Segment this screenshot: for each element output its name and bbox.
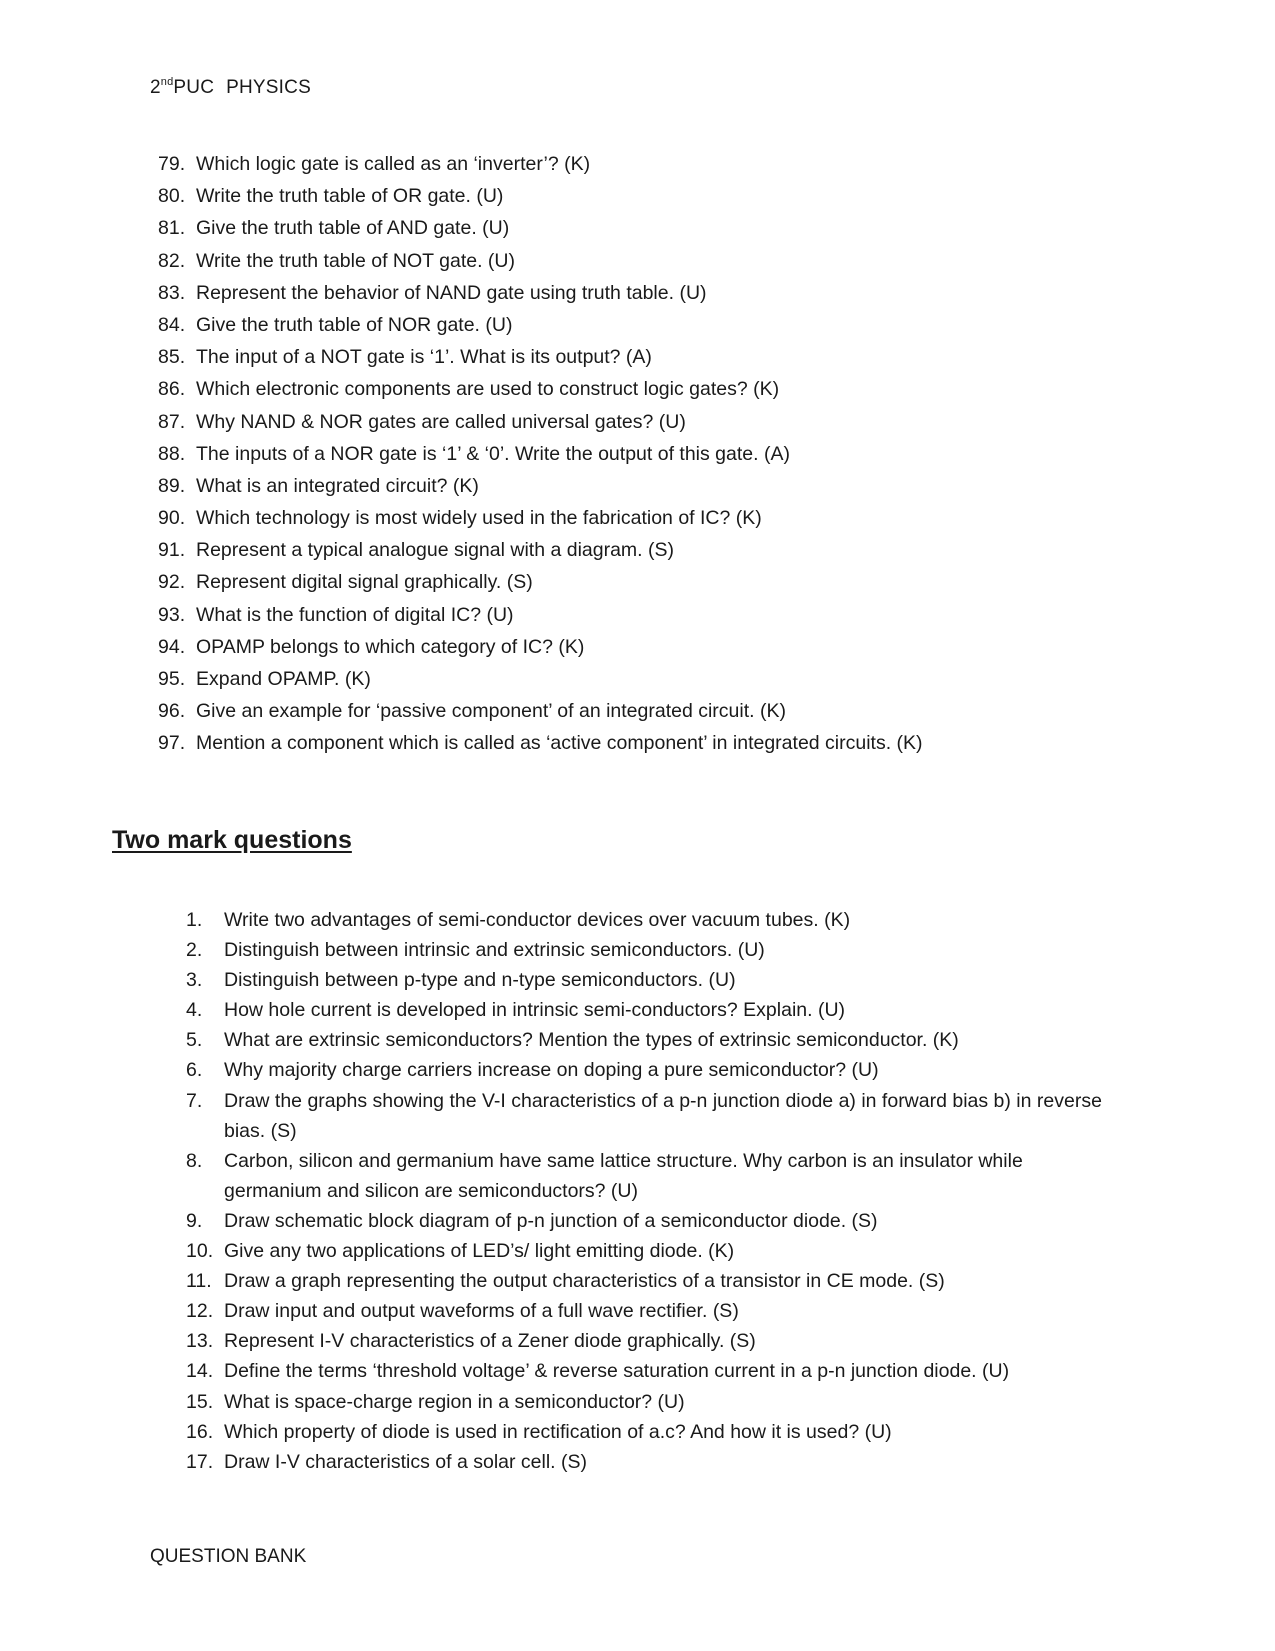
question-text: Which logic gate is called as an ‘inverter’? (K) [196,153,591,175]
question-item [186,1266,1106,1296]
question-number: 82. [158,249,186,272]
question-item [158,470,1218,502]
question-text: Represent digital signal graphically. (S) [196,571,533,594]
question-text: Carbon, silicon and germanium have same lattice structure. Why carbon is an insulator while germanium and silicon are semiconductors? (U) [224,1149,1023,1202]
question-number: 88. [158,442,186,465]
question-number: 15. [186,1390,214,1413]
question-text: Write two advantages of semi-conductor devices over vacuum tubes. (K) [224,909,851,931]
page-footer: QUESTION BANK [150,1546,307,1567]
question-text: Mention a component which is called as ‘active component’ in integrated circuits. (K) [196,732,923,755]
question-item [186,1447,1106,1477]
question-number: 84. [158,313,186,336]
question-number: 89. [158,474,186,497]
question-number: 87. [158,410,186,433]
question-number: 95. [158,668,186,690]
question-number: 11. [186,1270,212,1293]
question-number: 85. [158,346,186,369]
question-item [186,965,1106,995]
question-item [158,148,1218,180]
question-text: Write the truth table of NOT gate. (U) [196,249,515,272]
question-number: 86. [158,378,186,401]
question-item [158,438,1218,470]
question-item [186,1387,1106,1417]
question-text: Give the truth table of NOR gate. (U) [196,313,513,336]
header-subject: PHYSICS [226,77,311,98]
question-item [186,1236,1106,1266]
question-text: Give the truth table of AND gate. (U) [196,217,510,240]
question-item [158,373,1218,405]
question-item [158,695,1218,727]
question-text: Distinguish between intrinsic and extrinsic semiconductors. (U) [224,939,765,962]
question-text: Why majority charge carriers increase on doping a pure semiconductor? (U) [224,1059,879,1082]
question-item [158,502,1218,534]
question-item [186,995,1106,1025]
question-item [158,406,1218,438]
question-item [158,599,1218,631]
question-text: Draw I-V characteristics of a solar cell. (S) [224,1450,588,1473]
question-text: What are extrinsic semiconductors? Mention the types of extrinsic semiconductor. (K) [224,1029,959,1052]
question-text: Draw the graphs showing the V-I characteristics of a p-n junction diode a) in forward bias b) in reverse bias. (S) [224,1089,1102,1142]
question-text: Write the truth table of OR gate. (U) [196,185,504,208]
question-text: Which electronic components are used to construct logic gates? (K) [196,378,780,401]
question-text: What is an integrated circuit? (K) [196,474,479,497]
question-text: Distinguish between p-type and n-type semiconductors. (U) [224,969,736,992]
question-text: What is space-charge region in a semiconductor? (U) [224,1390,685,1413]
question-item [158,245,1218,277]
two-mark-question-list [186,905,1106,1477]
question-text: Give any two applications of LED’s/ light emitting diode. (K) [224,1240,735,1263]
question-number: 10. [186,1240,214,1263]
question-item [158,534,1218,566]
question-number: 8. [186,1149,203,1172]
question-text: Represent the behavior of NAND gate using truth table. (U) [196,281,707,304]
question-number: 12. [186,1300,214,1323]
question-text: OPAMP belongs to which category of IC? (K) [196,635,585,658]
question-item [186,1146,1106,1206]
question-number: 4. [186,999,203,1022]
question-number: 92. [158,571,186,594]
question-number: 94. [158,635,186,658]
question-number: 1. [186,909,203,931]
question-number: 90. [158,507,186,530]
question-item [186,1086,1106,1146]
question-text: The input of a NOT gate is ‘1’. What is its output? (A) [196,346,652,369]
question-text: Give an example for ‘passive component’ of an integrated circuit. (K) [196,700,786,723]
question-item [158,631,1218,663]
question-text: How hole current is developed in intrinsic semi-conductors? Explain. (U) [224,999,846,1022]
question-number: 91. [158,539,186,562]
question-text: The inputs of a NOR gate is ‘1’ & ‘0’. Write the output of this gate. (A) [196,442,790,465]
question-text: Represent I-V characteristics of a Zener diode graphically. (S) [224,1330,756,1353]
question-item [186,1326,1106,1356]
question-number: 9. [186,1209,203,1232]
question-number: 81. [158,217,186,240]
question-item [186,1296,1106,1326]
header-course: PUC [173,77,215,98]
question-item [186,1025,1106,1055]
question-number: 80. [158,185,186,208]
question-item [186,905,1106,935]
one-mark-question-list [158,148,1218,760]
page-header [150,76,311,99]
question-text: Draw input and output waveforms of a full wave rectifier. (S) [224,1300,739,1323]
question-number: 96. [158,700,186,723]
question-text: Expand OPAMP. (K) [196,668,371,690]
question-number: 83. [158,281,186,304]
question-number: 97. [158,732,186,755]
question-number: 2. [186,939,203,962]
question-item [186,1356,1106,1386]
question-text: Represent a typical analogue signal with a diagram. (S) [196,539,675,562]
question-number: 13. [186,1330,214,1353]
question-item [186,1206,1106,1236]
question-text: Why NAND & NOR gates are called universal gates? (U) [196,410,686,433]
question-item [158,566,1218,598]
question-text: Draw schematic block diagram of p-n junction of a semiconductor diode. (S) [224,1209,878,1232]
header-grade-suffix: nd [160,76,174,88]
question-item [186,1417,1106,1447]
question-number: 79. [158,153,186,175]
question-number: 17. [186,1450,214,1473]
question-number: 5. [186,1029,203,1052]
question-number: 93. [158,603,186,626]
question-item [186,935,1106,965]
header-grade: 2 [150,77,161,98]
question-number: 3. [186,969,203,992]
question-text: Which property of diode is used in rectification of a.c? And how it is used? (U) [224,1420,892,1443]
question-number: 6. [186,1059,203,1082]
question-item [158,309,1218,341]
question-item [158,212,1218,244]
question-item [158,277,1218,309]
section-title: Two mark questions [112,826,352,854]
question-text: Draw a graph representing the output characteristics of a transistor in CE mode. (S) [224,1270,945,1293]
question-text: Which technology is most widely used in the fabrication of IC? (K) [196,507,762,530]
question-item [186,1055,1106,1085]
question-text: Define the terms ‘threshold voltage’ & reverse saturation current in a p-n junction diode. (U) [224,1360,1010,1383]
question-number: 7. [186,1089,203,1112]
question-item [158,727,1218,759]
question-number: 16. [186,1420,214,1443]
question-number: 14. [186,1360,214,1383]
question-item [158,341,1218,373]
question-item [158,663,1218,695]
question-item [158,180,1218,212]
question-text: What is the function of digital IC? (U) [196,603,514,626]
